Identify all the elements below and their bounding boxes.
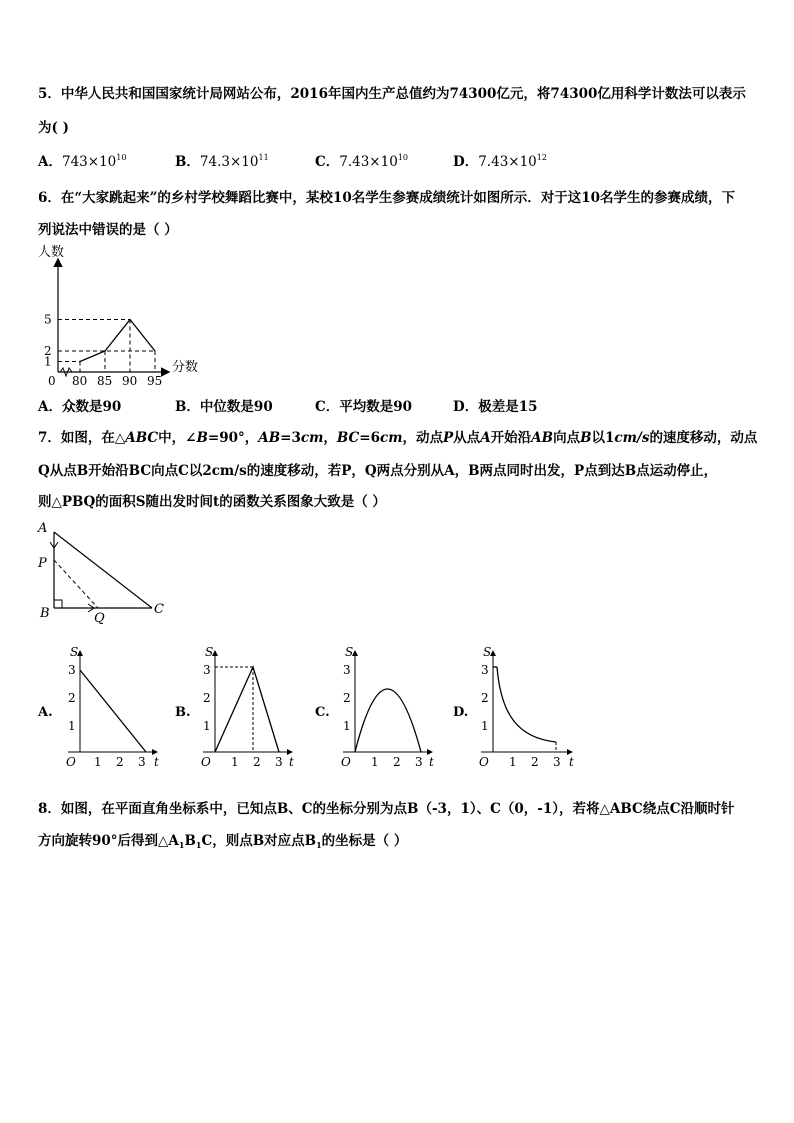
label-a: A <box>38 521 48 536</box>
svg-text:t: t <box>289 755 294 769</box>
q7-graph-c <box>315 646 445 776</box>
svg-text:3: 3 <box>553 755 561 769</box>
svg-text:3: 3 <box>415 755 423 769</box>
q6-option-d: D．极差是15 <box>453 399 538 415</box>
svg-text:S: S <box>205 645 214 659</box>
svg-text:O: O <box>201 755 211 769</box>
y-tick-1: 2 <box>44 344 52 358</box>
q8-line1: 8．如图，在平面直角坐标系中，已知点B、C的坐标分别为点B（-3，1）、C（0，-1），若将△ABC绕点C沿顺时针 <box>38 801 735 817</box>
label-c: C <box>154 602 164 617</box>
graph-b-option-label: B. <box>175 705 191 720</box>
q6-line-chart <box>38 240 218 390</box>
svg-text:1: 1 <box>94 755 102 769</box>
q6-option-c: C．平均数是90 <box>315 399 413 415</box>
svg-text:1: 1 <box>343 719 351 733</box>
svg-text:3: 3 <box>138 755 146 769</box>
svg-text:2: 2 <box>203 691 211 705</box>
q5-option-c: C．$7.43\times 10^{10}$ <box>315 153 408 170</box>
svg-text:S: S <box>483 645 492 659</box>
svg-text:2: 2 <box>393 755 401 769</box>
q7-line1: 7．如图，在△ABC中，∠B=90°，AB=3cm，BC=6cm，动点P从点A开始沿AB向点B以1cm/s的速度移动，动点 <box>38 430 758 446</box>
svg-text:2: 2 <box>343 691 351 705</box>
svg-text:2: 2 <box>531 755 539 769</box>
label-b: B <box>40 606 50 621</box>
y-tick-2: 5 <box>44 312 52 327</box>
q7-line3: 则△PBQ的面积S随出发时间t的函数关系图象大致是（ ） <box>38 494 386 510</box>
y-axis-label: 人数 <box>38 245 65 260</box>
t-label: t <box>154 755 159 769</box>
q6-option-b: B．中位数是90 <box>175 399 273 415</box>
q5-line2: 为( ) <box>38 120 69 136</box>
svg-text:2: 2 <box>68 691 76 705</box>
label-p: P <box>38 556 47 571</box>
x-tick-1: 80 <box>72 374 88 388</box>
q6-line2: 列说法中错误的是（ ） <box>38 222 178 238</box>
q5-option-d: D．$7.43\times 10^{12}$ <box>453 153 547 170</box>
q6-line1: 6．在“大家跳起来”的乡村学校舞蹈比赛中，某校10名学生参赛成绩统计如图所示．对于这10名学生的参赛成绩，下 <box>38 190 735 206</box>
svg-text:S: S <box>345 645 354 659</box>
svg-text:t: t <box>429 755 434 769</box>
svg-text:1: 1 <box>481 719 489 733</box>
svg-text:t: t <box>569 755 574 769</box>
svg-text:2: 2 <box>481 691 489 705</box>
q7-graph-b <box>175 646 305 776</box>
graph-a-option-label: A. <box>38 705 53 720</box>
svg-text:2: 2 <box>116 755 124 769</box>
svg-text:1: 1 <box>509 755 517 769</box>
q8-line2: 方向旋转90°后得到$\triangle A_1B_1C$，则点B对应点$B_1$的坐标是（ ） <box>38 833 408 850</box>
svg-text:3: 3 <box>275 755 283 769</box>
svg-text:3: 3 <box>343 663 351 677</box>
x-tick-4: 95 <box>147 374 163 388</box>
svg-text:3: 3 <box>68 663 76 677</box>
x-tick-2: 85 <box>97 374 113 388</box>
q6-option-a: A．众数是90 <box>38 399 122 415</box>
svg-text:2: 2 <box>253 755 261 769</box>
x-axis-label: 分数 <box>172 360 199 375</box>
svg-text:O: O <box>479 755 489 769</box>
svg-text:3: 3 <box>481 663 489 677</box>
q7-line2: Q从点B开始沿BC向点C以2cm/s的速度移动，若P，Q两点分别从A，B两点同时出发，P点到达B点运动停止， <box>38 463 718 479</box>
q5-line1: 5．中华人民共和国国家统计局网站公布，2016年国内生产总值约为74300亿元，将74300亿用科学计数法可以表示 <box>38 86 746 102</box>
svg-text:1: 1 <box>68 719 76 733</box>
graph-c-option-label: C. <box>315 705 330 720</box>
origin-label: O <box>66 755 76 769</box>
svg-text:1: 1 <box>203 719 211 733</box>
label-q: Q <box>94 611 105 626</box>
y-tick-0: 1 <box>44 354 52 369</box>
graph-d-option-label: D. <box>453 705 469 720</box>
s-label: S <box>70 645 79 659</box>
svg-text:O: O <box>341 755 351 769</box>
x-tick-3: 90 <box>122 374 138 388</box>
svg-text:3: 3 <box>203 663 211 677</box>
q7-graph-d <box>453 646 583 776</box>
q7-graph-a <box>38 646 168 776</box>
q5-option-a: A．$743\times 10^{10}$ <box>38 153 127 170</box>
q7-triangle-figure <box>38 520 178 626</box>
svg-text:1: 1 <box>371 755 379 769</box>
svg-text:1: 1 <box>231 755 239 769</box>
q5-option-b: B．$74.3\times 10^{11}$ <box>175 153 269 170</box>
x-tick-0: 0 <box>48 374 56 388</box>
series-line <box>80 320 155 362</box>
